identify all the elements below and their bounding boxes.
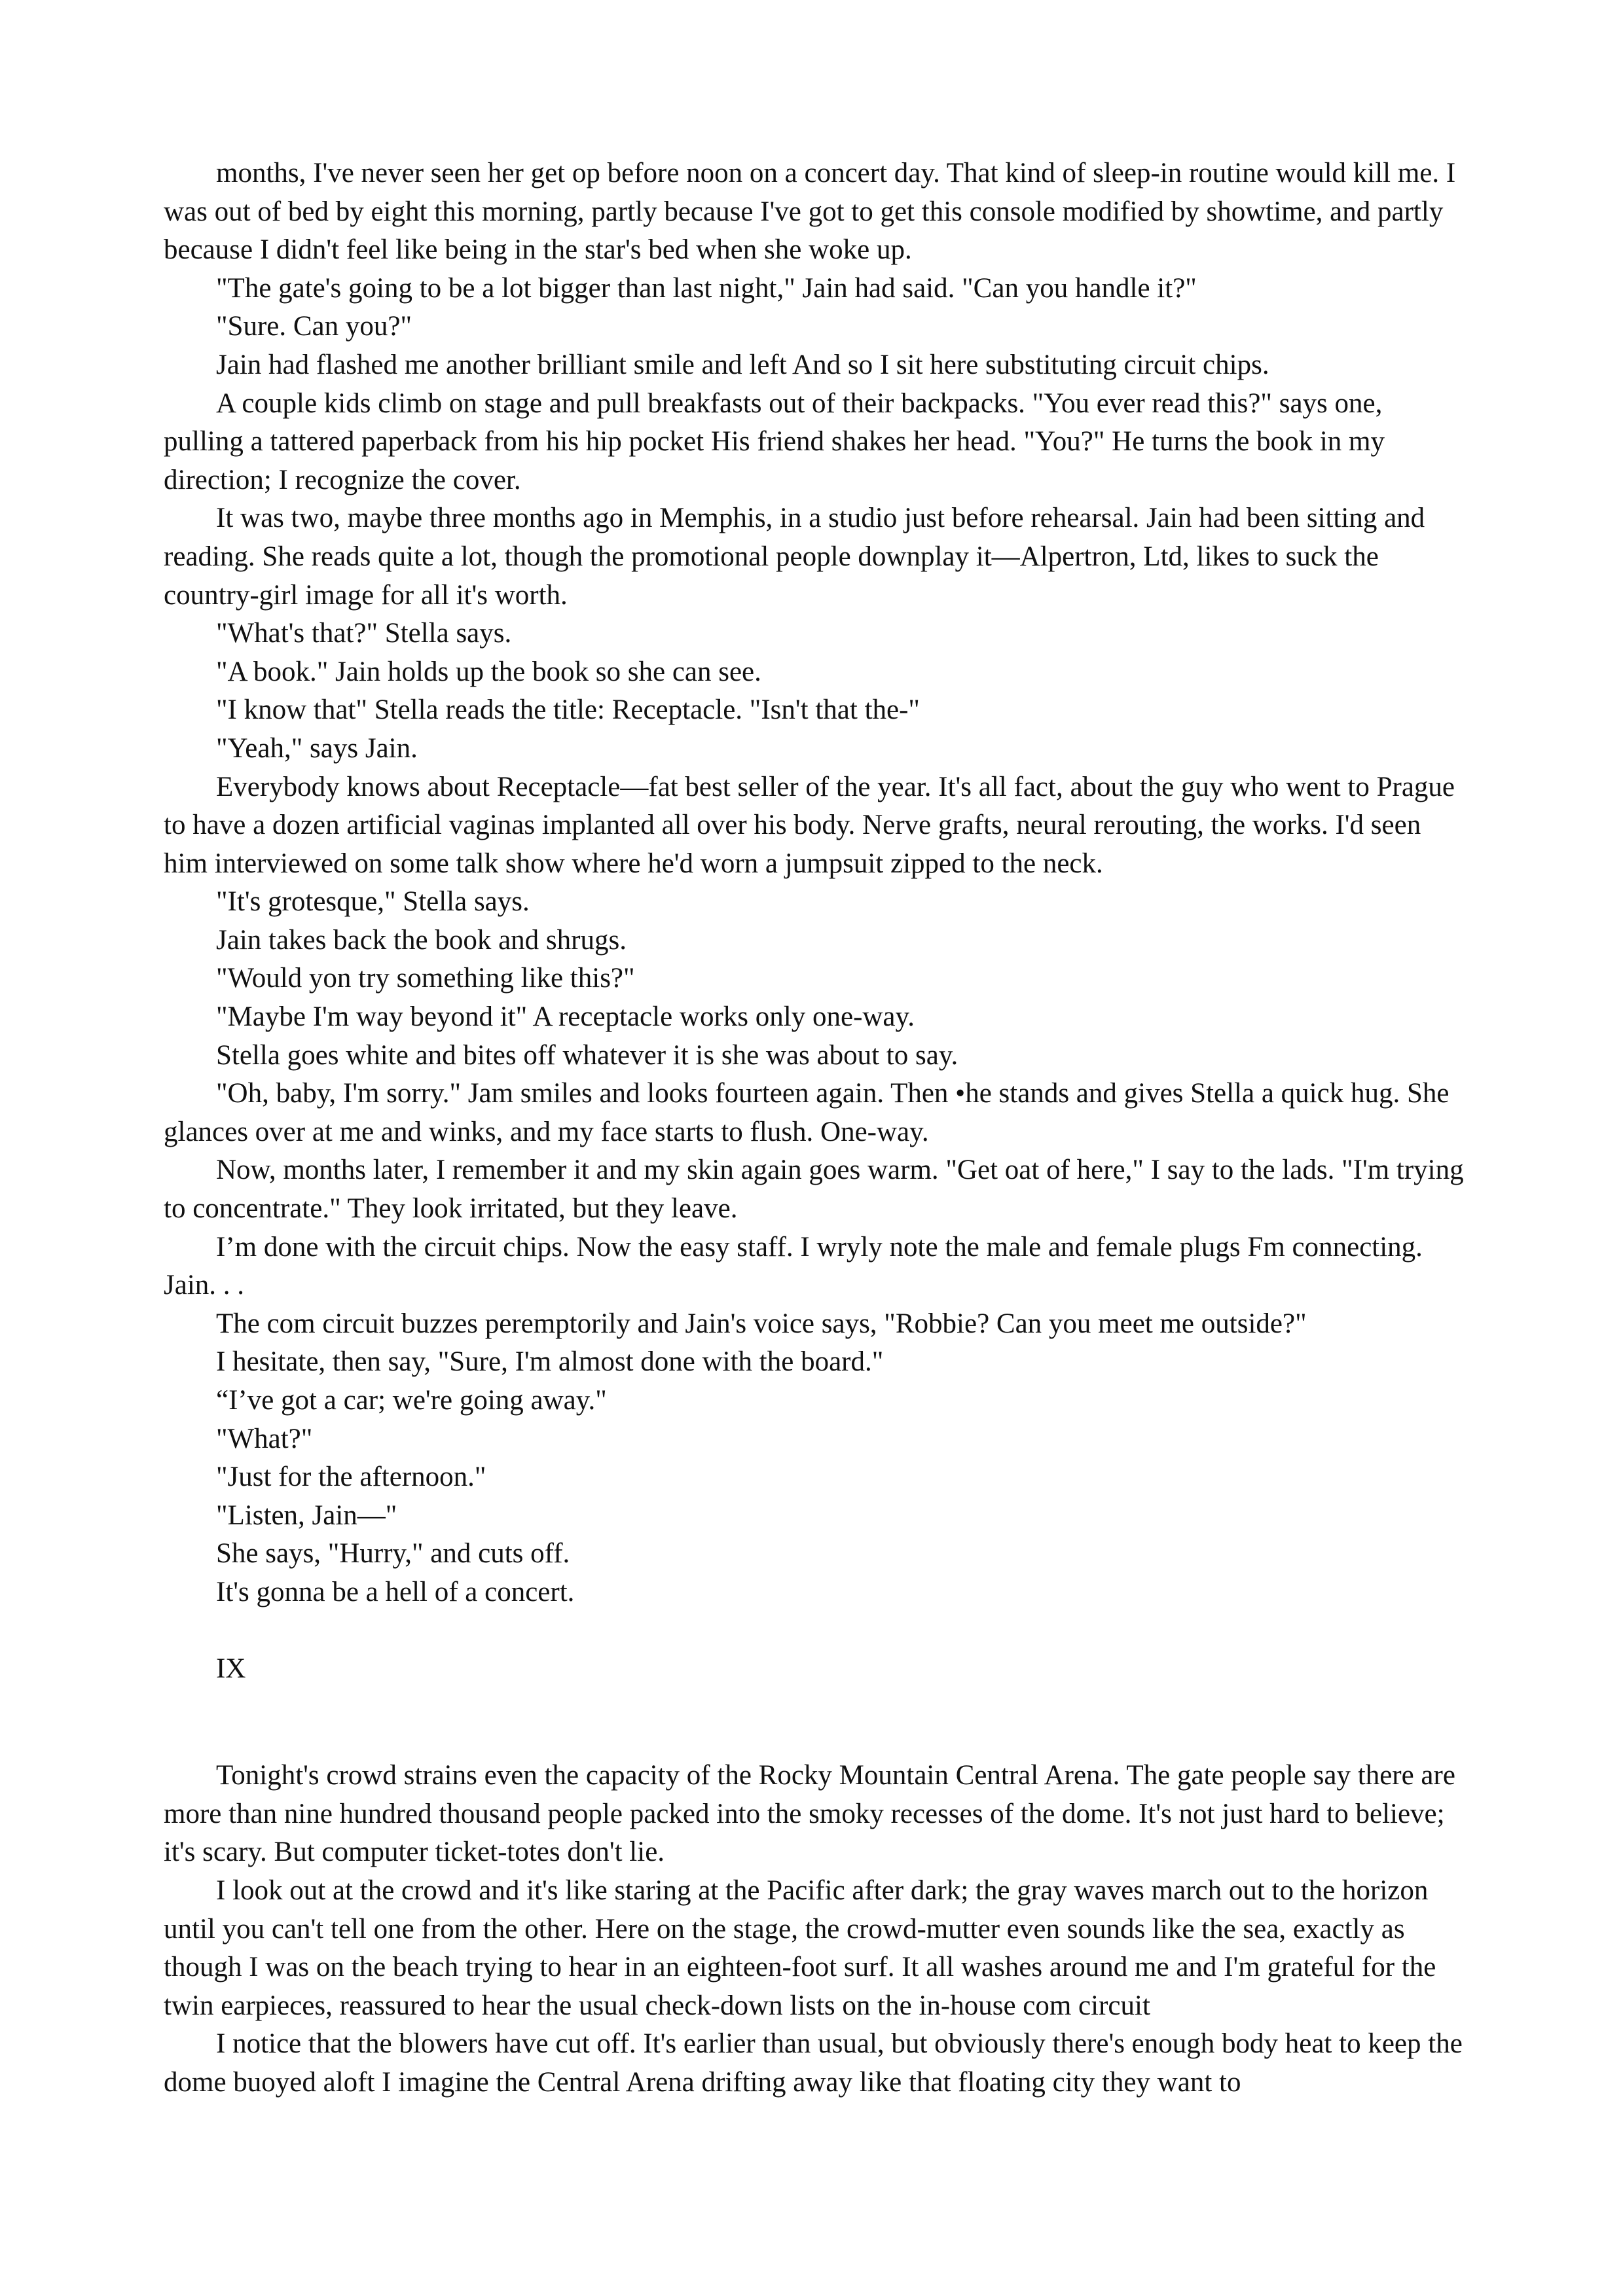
paragraph: I’m done with the circuit chips. Now the easy staff. I wryly note the male and female plugs Fm connecting. Jain. . .: [164, 1231, 1423, 1301]
paragraph: A couple kids climb on stage and pull breakfasts out of their backpacks. "You ever read this?" says one, pulling a tattered paperback from his hip pocket His friend shakes her head. "You?" He turns the book in my direction; I recognize the cover.: [164, 387, 1385, 495]
paragraph: “I’ve got a car; we're going away.": [216, 1385, 607, 1416]
paragraph: "Yeah," says Jain.: [216, 732, 418, 764]
paragraph: It's gonna be a hell of a concert.: [216, 1576, 575, 1607]
paragraph: Tonight's crowd strains even the capacity of the Rocky Mountain Central Arena. The gate people say there are more than nine hundred thousand people packed into the smoky recesses of the dome. It's not just hard to believe; it's scary. But computer ticket-totes don't lie.: [164, 1760, 1455, 1868]
paragraph: It was two, maybe three months ago in Memphis, in a studio just before rehearsal. Jain had been sitting and reading. She reads quite a lot, though the promotional people downplay it—Alpertron, Ltd, likes to suck the country-girl image for all it's worth.: [164, 503, 1425, 611]
paragraph: "Listen, Jain—": [216, 1499, 397, 1531]
paragraph: I look out at the crowd and it's like staring at the Pacific after dark; the gray waves march out to the horizon until you can't tell one from the other. Here on the stage, the crowd-mutter even sounds like the sea, exactly as though I was on the beach trying to hear in an eighteen-foot surf. It all washes around me and I'm grateful for the twin earpieces, reassured to hear the usual check-down lists on the in-house com circuit: [164, 1874, 1436, 2021]
body-text-after: [164, 1757, 1467, 2102]
paragraph: "The gate's going to be a lot bigger than last night," Jain had said. "Can you handle it?": [216, 272, 1197, 304]
document-page: [164, 154, 1467, 2102]
paragraph: Stella goes white and bites off whatever it is she was about to say.: [216, 1039, 958, 1071]
paragraph: Now, months later, I remember it and my skin again goes warm. "Get oat of here," I say to the lads. "I'm trying to concentrate." They look irritated, but they leave.: [164, 1155, 1464, 1225]
paragraph: I notice that the blowers have cut off. It's earlier than usual, but obviously there's enough body heat to keep the dome buoyed aloft I imagine the Central Arena drifting away like that floating city they want to: [164, 2028, 1463, 2098]
paragraph: "What's that?" Stella says.: [216, 618, 512, 649]
paragraph: "Oh, baby, I'm sorry." Jam smiles and looks fourteen again. Then •he stands and gives Stella a quick hug. She glances over at me and winks, and my face starts to flush. One-way.: [164, 1078, 1450, 1147]
paragraph: I hesitate, then say, "Sure, I'm almost done with the board.": [216, 1346, 884, 1378]
paragraph: The com circuit buzzes peremptorily and Jain's voice says, "Robbie? Can you meet me outside?": [216, 1308, 1307, 1339]
paragraph: "Just for the afternoon.": [216, 1462, 486, 1493]
paragraph: "Would yon try something like this?": [216, 963, 635, 994]
paragraph: Everybody knows about Receptacle—fat best seller of the year. It's all fact, about the guy who went to Prague to have a dozen artificial vaginas implanted all over his body. Nerve grafts, neural rerouting, the works. I'd seen him interviewed on some talk show where he'd worn a jumpsuit zipped to the neck.: [164, 771, 1455, 879]
body-text-before: [164, 154, 1467, 1612]
paragraph: She says, "Hurry," and cuts off.: [216, 1538, 570, 1570]
section-heading: IX: [216, 1653, 246, 1684]
paragraph: "It's grotesque," Stella says.: [216, 886, 530, 918]
paragraph: "Sure. Can you?": [216, 311, 412, 342]
paragraph: Jain takes back the book and shrugs.: [216, 924, 627, 956]
paragraph: "Maybe I'm way beyond it" A receptacle works only one-way.: [216, 1001, 915, 1033]
paragraph: Jain had flashed me another brilliant smile and left And so I sit here substituting circuit chips.: [216, 349, 1269, 380]
paragraph: months, I've never seen her get op before noon on a concert day. That kind of sleep-in routine would kill me. I was out of bed by eight this morning, partly because I've got to get this console modified by showtime, and partly because I didn't feel like being in the star's bed when she woke up.: [164, 158, 1456, 266]
paragraph: "What?": [216, 1423, 313, 1454]
paragraph: "I know that" Stella reads the title: Receptacle. "Isn't that the-": [216, 694, 920, 726]
paragraph: "A book." Jain holds up the book so she can see.: [216, 656, 761, 687]
